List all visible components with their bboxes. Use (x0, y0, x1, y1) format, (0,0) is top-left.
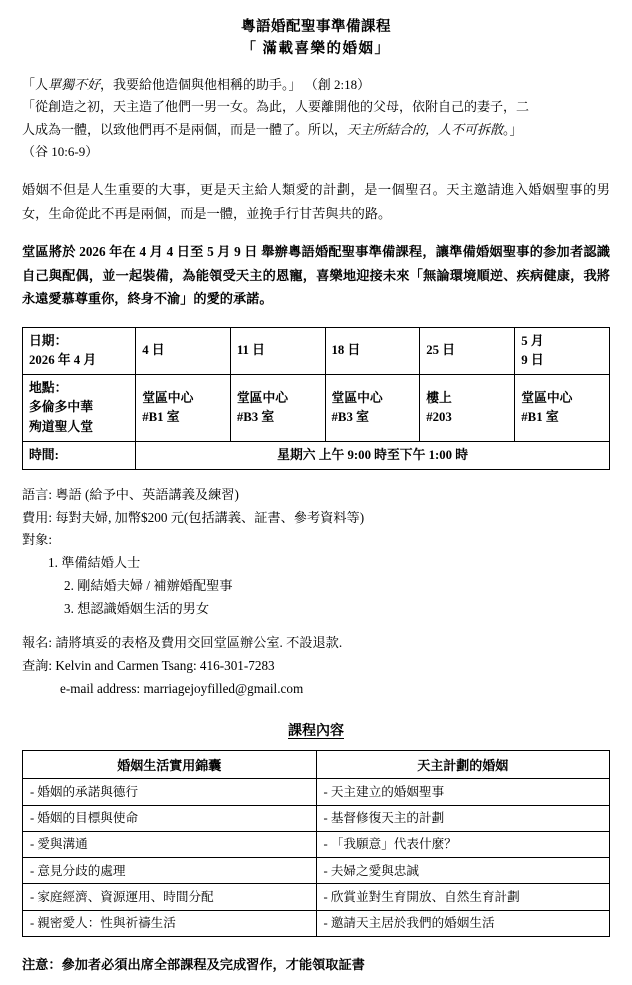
place-cell-3-line-2: #B3 室 (331, 410, 369, 425)
place-label-cell (23, 375, 136, 442)
date-label-cell (23, 327, 136, 374)
course-announcement-paragraph: 堂區將於 2026 年在 4 月 4 日至 5 月 9 日 舉辦粵語婚配聖事準備課程，讓準備婚姻聖事的参加者認識自己與配偶，並一起裝備，為能領受天主的恩寵，喜樂地迎接未來「無論環境順逆、疾病健康，我將永遠愛慕尊重你，終身不渝」的愛的承諾。 (22, 244, 610, 307)
place-cell-4-line-1: 樓上 (426, 390, 452, 405)
place-cell-2 (230, 375, 325, 442)
intro-paragraph: 婚姻不但是人生重要的大事，更是天主給人類愛的計劃，是一個聖召。天主邀請進入婚姻聖事的男女，生命從此不再是兩個，而是一體，並挽手行甘苦與共的路。 (22, 182, 610, 221)
table-row (23, 858, 610, 884)
place-cell-3-line-1: 堂區中心 (331, 390, 383, 405)
date-cell-3: 18 日 (325, 327, 420, 374)
place-cell-4-line-2: #203 (426, 410, 452, 425)
date-cell-5-line-2: 9 日 (521, 353, 544, 368)
date-cell-4: 25 日 (420, 327, 515, 374)
time-label-cell: 時間: (23, 441, 136, 469)
date-cell-1: 4 日 (136, 327, 231, 374)
schedule-table (22, 327, 610, 470)
place-label-line-3: 殉道聖人堂 (29, 419, 93, 434)
content-cell-left-6: - 親密愛人：性與祈禱生活 (23, 910, 317, 936)
course-content-table (22, 750, 610, 937)
table-row-dates (23, 327, 610, 374)
content-cell-left-3: - 愛與溝通 (23, 831, 317, 857)
content-column-header-2: 天主計劃的婚姻 (316, 751, 610, 779)
info-inquiry: 查詢: Kelvin and Carmen Tsang: 416-301-7283 (22, 657, 275, 673)
title-line-2: 「 滿載喜樂的婚姻」 (241, 41, 391, 58)
page-title (22, 16, 610, 61)
info-audience-label: 對象: (22, 532, 53, 548)
info-audience-2: 2. 剛結婚夫婦 / 補辦婚配聖事 (64, 577, 233, 593)
content-cell-right-3: - 「我願意」代表什麼？ (316, 831, 610, 857)
quote-emphasis-1: 單獨不好 (48, 76, 101, 92)
content-cell-right-5: - 欣賞並對生育開放、自然生育計劃 (316, 884, 610, 910)
place-cell-2-line-1: 堂區中心 (236, 390, 289, 405)
content-cell-right-4: - 夫婦之愛與忠誠 (316, 858, 610, 884)
table-row (23, 831, 610, 857)
place-label-line-1: 地點： (29, 381, 68, 396)
date-cell-2: 11 日 (230, 327, 325, 374)
quote-line-1: 「人單獨不好，我要給他造個與他相稱的助手。」 （創 2:18） (22, 76, 371, 92)
table-row (23, 910, 610, 936)
place-cell-1 (136, 375, 231, 442)
quote-line-4: （谷 10:6-9） (22, 144, 99, 160)
quote-line-3: 人成為一體，以致他們再不是兩個，而是一體了。所以，天主所結合的，人不可拆散。」 (22, 121, 523, 137)
scripture-quotes (22, 74, 610, 163)
table-row (23, 779, 610, 805)
content-cell-left-5: - 家庭經濟、資源運用、時間分配 (23, 884, 317, 910)
date-cell-5 (515, 327, 610, 374)
table-row-time (23, 441, 610, 469)
info-fee: 費用: 每對夫婦, 加幣$200 元(包括講義、証書、參考資料等) (22, 509, 365, 525)
table-row (23, 805, 610, 831)
info-audience-1: 1. 準備結婚人士 (48, 555, 141, 571)
place-cell-1-line-2: #B1 室 (142, 410, 180, 425)
date-cell-5-line-1: 5 月 (521, 333, 544, 348)
place-cell-5-line-1: 堂區中心 (521, 390, 573, 405)
course-content-heading: 課程內容 (288, 724, 344, 740)
title-line-1: 粵語婚配聖事準備課程 (241, 19, 391, 35)
place-cell-2-line-2: #B3 室 (236, 410, 275, 425)
content-cell-left-4: - 意見分歧的處理 (23, 858, 317, 884)
date-label-line-1: 日期： (29, 333, 68, 348)
content-cell-left-2: - 婚姻的目標與使命 (23, 805, 317, 831)
place-cell-1-line-1: 堂區中心 (142, 390, 194, 405)
time-value-cell: 星期六 上午 9:00 時至下午 1:00 時 (136, 441, 610, 469)
quote-emphasis-2: 天主所結合的，人不可拆散 (347, 121, 504, 137)
place-cell-5-line-2: #B1 室 (521, 410, 559, 425)
info-email[interactable]: e-mail address: marriagejoyfilled@gmail.com (60, 680, 304, 696)
content-cell-right-2: - 基督修復天主的計劃 (316, 805, 610, 831)
content-cell-right-1: - 天主建立的婚姻聖事 (316, 779, 610, 805)
contact-info (22, 632, 610, 700)
info-audience-3: 3. 想認識婚姻生活的男女 (64, 600, 210, 616)
content-cell-left-1: - 婚姻的承諾與德行 (23, 779, 317, 805)
quote-line-2: 「從創造之初，天主造了他們一男一女。為此，人要離開他的父母，依附自己的妻子，二 (22, 99, 530, 115)
notice-text: 注意：參加者必須出席全部課程及完成習作，才能領取証書 (22, 956, 365, 972)
table-row-places (23, 375, 610, 442)
info-registration: 報名: 請將填妥的表格及費用交回堂區辦公室. 不設退款. (22, 635, 343, 651)
course-info (22, 484, 610, 620)
place-label-line-2: 多倫多中華 (29, 400, 93, 415)
content-column-header-1: 婚姻生活實用錦囊 (23, 751, 317, 779)
place-cell-3 (325, 375, 420, 442)
date-label-line-2: 2026 年 4 月 (29, 353, 97, 368)
table-row (23, 884, 610, 910)
place-cell-4 (420, 375, 515, 442)
content-cell-right-6: - 邀請天主居於我們的婚姻生活 (316, 910, 610, 936)
place-cell-5 (515, 375, 610, 442)
info-language: 語言: 粵語 (給予中、英語講義及練習) (22, 487, 239, 502)
content-header-row (23, 751, 610, 779)
